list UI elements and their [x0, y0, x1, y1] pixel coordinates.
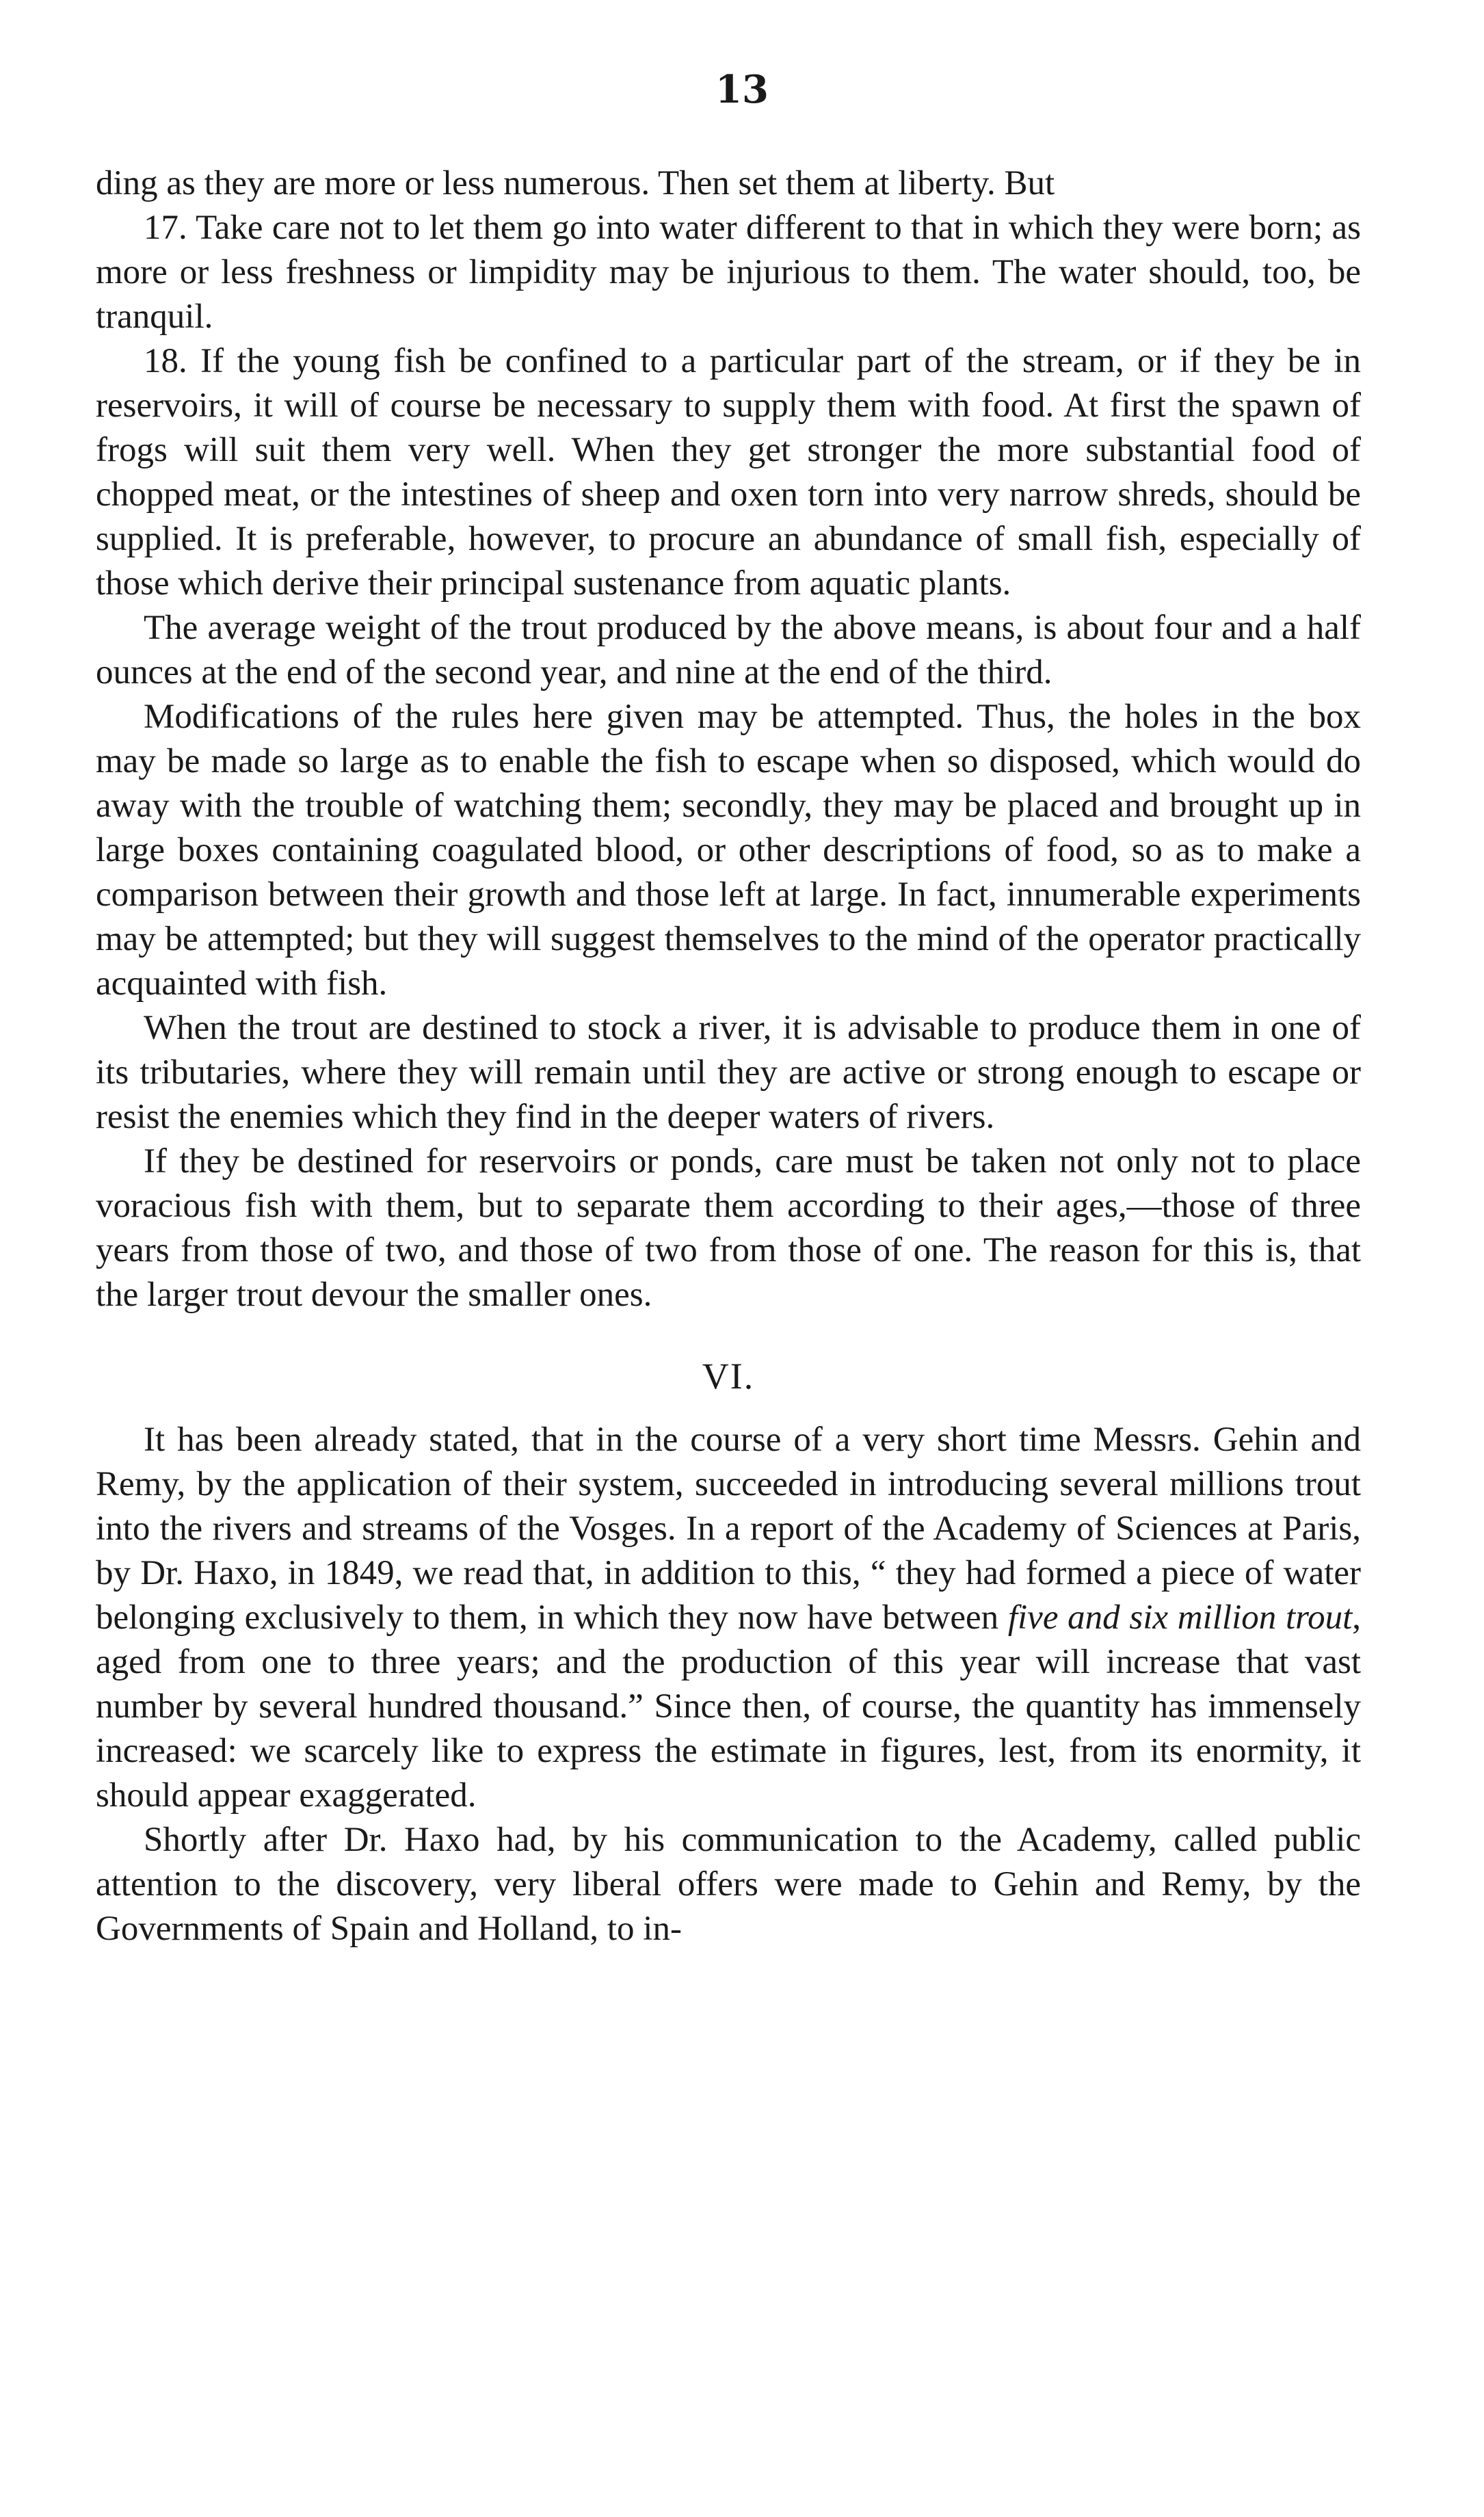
- body-text: [96, 161, 1361, 1951]
- paragraph: ding as they are more or less numerous. Then set them at liberty. But: [96, 164, 1055, 202]
- paragraph-text: It has been already stated, that in the course of a very short time Messrs. Gehin and Remy, by the application of their system, succeeded in introducing several millions trout into the rivers and streams of the Vosges. In a report of the Academy of Sciences at Paris, by Dr. Haxo, in 1849, we read that, in addition to this, “ they had formed a piece of water belonging exclusively to them, in which they now have between: [96, 1421, 1361, 1637]
- paragraph: The average weight of the trout produced by the above means, is about four and a half ounces at the end of the second year, and nine at the end of the third.: [96, 609, 1361, 691]
- paragraph: Shortly after Dr. Haxo had, by his communication to the Academy, called public attention to the discovery, very liberal offers were made to Gehin and Remy, by the Governments of Spain and Holland, to in-: [96, 1821, 1361, 1948]
- page-number: 13: [715, 67, 769, 112]
- paragraph: 17. Take care not to let them go into water different to that in which they were born; as more or less freshness or limpidity may be injurious to them. The water should, too, be tranquil.: [96, 209, 1361, 336]
- paragraph: [96, 1418, 1361, 1818]
- paragraph: 18. If the young fish be confined to a particular part of the stream, or if they be in reservoirs, it will of course be necessary to supply them with food. At first the spawn of frogs will suit them very well. When they get stronger the more substantial food of chopped meat, or the intestines of sheep and oxen torn into very narrow shreds, should be supplied. It is preferable, however, to procure an abundance of small fish, especially of those which derive their principal sustenance from aquatic plants.: [96, 342, 1361, 603]
- italic-phrase: five and six million trout: [1007, 1598, 1353, 1637]
- paragraph: If they be destined for reservoirs or ponds, care must be taken not only not to place voracious fish with them, but to separate them according to their ages,—those of three years from those of two, and those of two from those of one. The reason for this is, that the larger trout devour the smaller ones.: [96, 1142, 1361, 1314]
- paragraph-text: , aged from one to three years; and the production of this year will increase that vast number by several hundred thousand.” Since then, of course, the quantity has immensely increased: we scarcely like to express the estimate in figures, lest, from its enormity, it should appear exaggerated.: [96, 1598, 1361, 1815]
- section-heading: VI.: [702, 1356, 755, 1397]
- paragraph: When the trout are destined to stock a river, it is advisable to produce them in one of its tributaries, where they will remain until they are active or strong enough to escape or resist the enemies which they find in the deeper waters of rivers.: [96, 1009, 1361, 1136]
- paragraph: Modifications of the rules here given may be attempted. Thus, the holes in the box may be made so large as to enable the fish to escape when so disposed, which would do away with the trouble of watching them; secondly, they may be placed and brought up in large boxes containing coagulated blood, or other descriptions of food, so as to make a comparison between their growth and those left at large. In fact, innumerable experiments may be attempted; but they will suggest themselves to the mind of the operator practically acquainted with fish.: [96, 698, 1361, 1003]
